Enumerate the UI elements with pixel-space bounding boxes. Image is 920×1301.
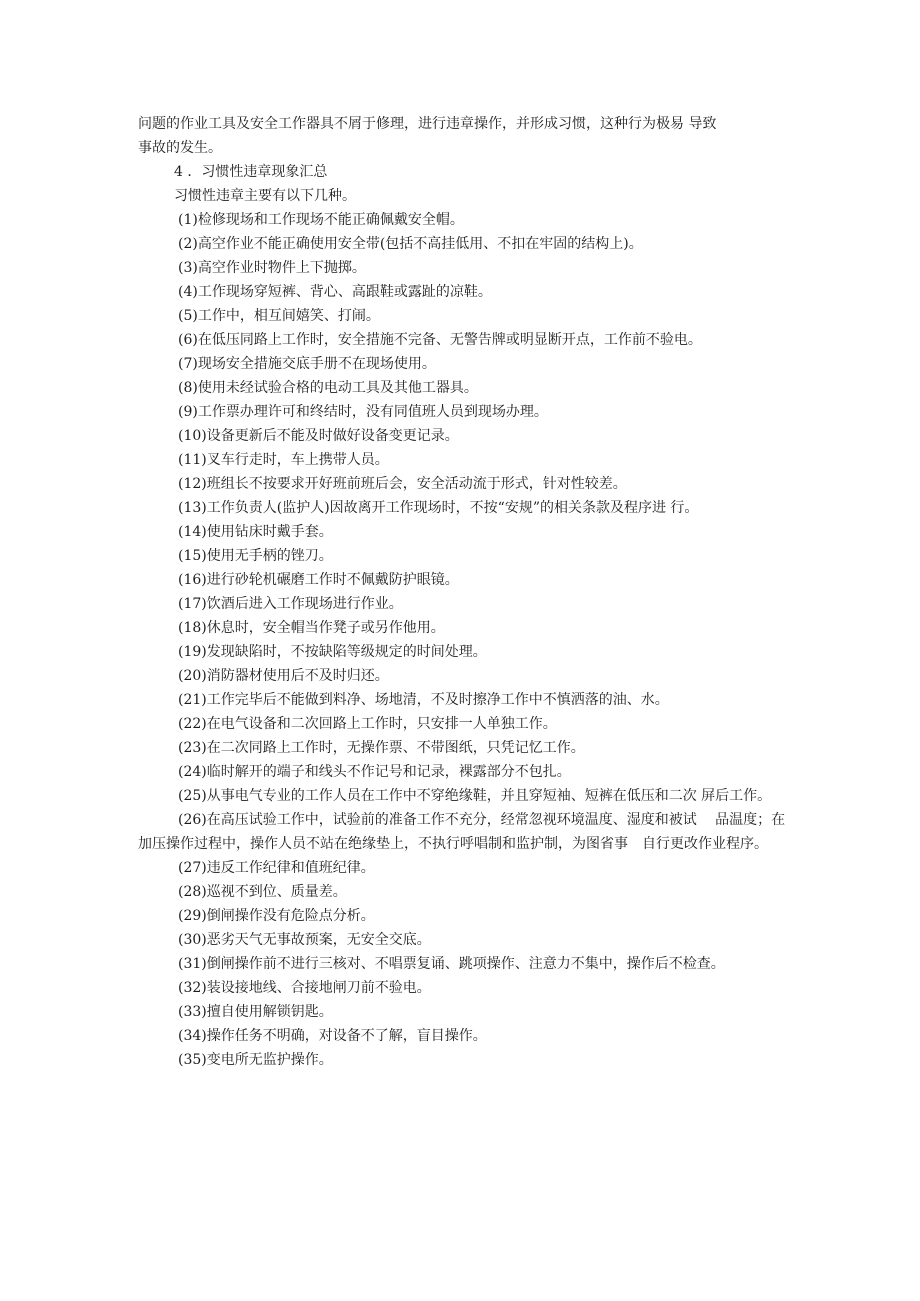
list-item: (8)使用未经试验合格的电动工具及其他工器具。 [178, 380, 478, 396]
list-item: (7)现场安全措施交底手册不在现场使用。 [178, 356, 436, 372]
list-item: (2)高空作业不能正确使用安全带(包括不高挂低用、不扣在牢固的结构上)。 [178, 236, 643, 252]
list-item: (1)检修现场和工作现场不能正确佩戴安全帽。 [178, 212, 464, 228]
list-item: (20)消防器材使用后不及时归还。 [178, 668, 389, 684]
list-item: (25)从事电气专业的工作人员在工作中不穿绝缘鞋，并且穿短袖、短裤在低压和二次 屏后工作。 [178, 788, 772, 804]
list-item: (18)休息时，安全帽当作凳子或另作他用。 [178, 620, 445, 636]
list-item: (11)叉车行走时，车上携带人员。 [178, 452, 389, 468]
list-item: (29)倒闸操作没有危险点分析。 [178, 908, 375, 924]
document-body [138, 112, 790, 1072]
list-item: (17)饮酒后进入工作现场进行作业。 [178, 596, 403, 612]
list-item: (5)工作中，相互间嬉笑、打闹。 [178, 308, 380, 324]
list-item: (14)使用钻床时戴手套。 [178, 524, 333, 540]
intro-line-1: 问题的作业工具及安全工作器具不屑于修理，进行违章操作，并形成习惯，这种行为极易 导致 [138, 116, 717, 132]
list-item: (19)发现缺陷时，不按缺陷等级规定的时间处理。 [178, 644, 487, 660]
list-item: (27)违反工作纪律和值班纪律。 [178, 860, 375, 876]
list-item: (22)在电气设备和二次回路上工作时，只安排一人单独工作。 [178, 716, 557, 732]
list-item: (4)工作现场穿短裤、背心、高跟鞋或露趾的凉鞋。 [178, 284, 492, 300]
list-item: (16)进行砂轮机碾磨工作时不佩戴防护眼镜。 [178, 572, 459, 588]
list-item: (28)巡视不到位、质量差。 [178, 884, 347, 900]
list-item: (10)设备更新后不能及时做好设备变更记录。 [178, 428, 459, 444]
list-item: (6)在低压同路上工作时，安全措施不完备、无警告牌或明显断开点，工作前不验电。 [178, 332, 702, 348]
list-item: (21)工作完毕后不能做到料净、场地清，不及时擦净工作中不慎洒落的油、水。 [178, 692, 669, 708]
section-lead: 习惯性违章主要有以下几种。 [174, 188, 356, 204]
intro-line-2: 事故的发生。 [138, 140, 222, 156]
section-heading: 4 ．习惯性违章现象汇总 [174, 164, 328, 180]
list-item: (12)班组长不按要求开好班前班后会，安全活动流于形式，针对性较差。 [178, 476, 627, 492]
list-item: (33)擅自使用解锁钥匙。 [178, 1004, 333, 1020]
list-item: (23)在二次同路上工作时，无操作票、不带图纸，只凭记忆工作。 [178, 740, 585, 756]
list-item: (30)恶劣天气无事故预案，无安全交底。 [178, 932, 431, 948]
list-item: (13)工作负责人(监护人)因故离开工作现场时，不按“安规”的相关条款及程序进 行。 [178, 500, 699, 516]
list-item: (24)临时解开的端子和线头不作记号和记录，裸露部分不包扎。 [178, 764, 571, 780]
list-item: (9)工作票办理许可和终结时，没有同值班人员到现场办理。 [178, 404, 548, 420]
list-item: (31)倒闸操作前不进行三核对、不唱票复诵、跳项操作、注意力不集中，操作后不检查。 [178, 956, 725, 972]
list-item: (35)变电所无监护操作。 [178, 1052, 333, 1068]
list-item: (32)装设接地线、合接地闸刀前不验电。 [178, 980, 431, 996]
list-item: (26)在高压试验工作中，试验前的准备工作不充分，经常忽视环境温度、湿度和被试 品温度；在加压操作过程中，操作人员不站在绝缘垫上，不执行呼唱制和监护制，为图省事 自行更改作业程序。 [138, 812, 786, 852]
list-item: (15)使用无手柄的锉刀。 [178, 548, 333, 564]
list-item: (34)操作任务不明确，对设备不了解，盲目操作。 [178, 1028, 487, 1044]
list-item: (3)高空作业时物件上下抛掷。 [178, 260, 366, 276]
